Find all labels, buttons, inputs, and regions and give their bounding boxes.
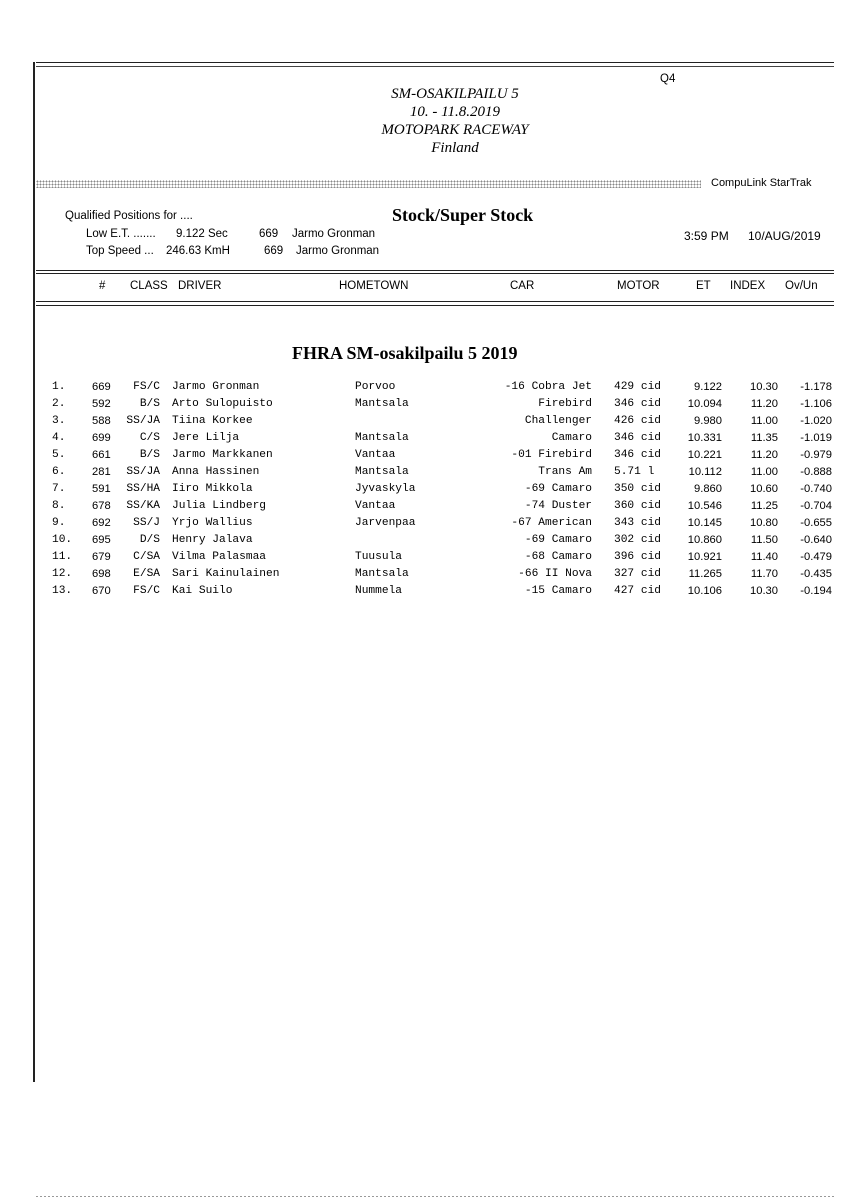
cell-motor: 429 cid	[614, 381, 661, 393]
cell-motor: 343 cid	[614, 517, 661, 529]
cell-car: Firebird	[538, 398, 592, 410]
table-row	[0, 483, 848, 500]
top-border-inner	[36, 66, 834, 67]
table-row	[0, 568, 848, 585]
cell-et: 10.094	[687, 398, 722, 410]
cell-cls: E/SA	[133, 568, 160, 580]
cell-cls: C/SA	[133, 551, 160, 563]
table-row	[0, 381, 848, 398]
cell-home: Mantsala	[355, 568, 409, 580]
cell-motor: 427 cid	[614, 585, 661, 597]
cell-pos: 2.	[52, 398, 66, 410]
top-speed-driver: Jarmo Gronman	[296, 245, 380, 257]
cell-car: -69 Camaro	[524, 534, 592, 546]
top-border	[36, 62, 834, 63]
cell-ovun: -1.019	[800, 432, 832, 444]
cell-ovun: -1.106	[800, 398, 832, 410]
cell-motor: 346 cid	[614, 449, 661, 461]
cell-num: 678	[92, 500, 111, 512]
cell-driver: Iiro Mikkola	[172, 483, 253, 495]
col-motor: MOTOR	[617, 280, 660, 292]
cell-motor: 350 cid	[614, 483, 661, 495]
report-time: 3:59 PM	[684, 229, 729, 243]
cell-home: Mantsala	[355, 432, 409, 444]
cell-driver: Jere Lilja	[172, 432, 240, 444]
cell-motor: 327 cid	[614, 568, 661, 580]
col-num: #	[99, 280, 106, 292]
cell-index: 10.30	[750, 381, 778, 393]
cell-pos: 8.	[52, 500, 66, 512]
header-rule-bottom	[36, 301, 834, 302]
col-driver: DRIVER	[178, 280, 222, 292]
cell-index: 11.00	[750, 415, 778, 427]
cell-driver: Anna Hassinen	[172, 466, 260, 478]
event-dates: 10. - 11.8.2019	[409, 104, 501, 120]
cell-car: -16 Cobra Jet	[504, 381, 592, 393]
cell-motor: 426 cid	[614, 415, 661, 427]
cell-et: 10.145	[687, 517, 722, 529]
cell-car: Camaro	[551, 432, 592, 444]
table-row	[0, 466, 848, 483]
cell-index: 11.40	[750, 551, 778, 563]
cell-num: 588	[92, 415, 111, 427]
table-row	[0, 415, 848, 432]
cell-ovun: -0.194	[800, 585, 832, 597]
header-rule-top-2	[36, 273, 834, 274]
cell-driver: Julia Lindberg	[172, 500, 266, 512]
low-et-value: 9.122 Sec	[176, 228, 228, 240]
results-table	[0, 381, 848, 602]
cell-index: 11.00	[750, 466, 778, 478]
cell-ovun: -0.435	[800, 568, 832, 580]
cell-pos: 5.	[52, 449, 66, 461]
cell-motor: 346 cid	[614, 398, 661, 410]
cell-ovun: -0.888	[800, 466, 832, 478]
cell-home: Porvoo	[355, 381, 396, 393]
cell-pos: 3.	[52, 415, 66, 427]
cell-cls: FS/C	[133, 585, 160, 597]
cell-driver: Yrjo Wallius	[172, 517, 253, 529]
cell-num: 669	[92, 381, 111, 393]
corner-code: Q4	[660, 73, 676, 85]
cell-num: 661	[92, 449, 111, 461]
cell-driver: Arto Sulopuisto	[172, 398, 273, 410]
cell-ovun: -0.979	[800, 449, 832, 461]
table-row	[0, 517, 848, 534]
cell-num: 699	[92, 432, 111, 444]
table-row	[0, 432, 848, 449]
cell-home: Mantsala	[355, 398, 409, 410]
event-venue: MOTOPARK RACEWAY	[381, 122, 529, 138]
table-row	[0, 551, 848, 568]
col-index: INDEX	[730, 280, 766, 292]
top-speed-label: Top Speed ...	[86, 245, 154, 257]
table-row	[0, 500, 848, 517]
cell-car: Trans Am	[538, 466, 592, 478]
cell-cls: D/S	[139, 534, 160, 546]
cell-index: 10.80	[750, 517, 778, 529]
cell-num: 692	[92, 517, 111, 529]
cell-ovun: -0.704	[800, 500, 832, 512]
cell-motor: 5.71 l	[614, 466, 655, 478]
cell-pos: 13.	[52, 585, 73, 597]
cell-ovun: -0.640	[800, 534, 832, 546]
col-class: CLASS	[130, 280, 168, 292]
cell-driver: Jarmo Markkanen	[172, 449, 273, 461]
cell-et: 9.122	[694, 381, 722, 393]
qualified-label: Qualified Positions for ....	[65, 210, 193, 222]
cell-ovun: -1.020	[800, 415, 832, 427]
cell-index: 11.70	[750, 568, 778, 580]
cell-cls: FS/C	[133, 381, 160, 393]
cell-car: -01 Firebird	[511, 449, 592, 461]
cell-index: 10.60	[750, 483, 778, 495]
cell-home: Vantaa	[355, 500, 396, 512]
cell-pos: 6.	[52, 466, 66, 478]
cell-et: 10.106	[687, 585, 722, 597]
cell-pos: 12.	[52, 568, 73, 580]
bottom-dashed-line	[36, 1196, 834, 1197]
cell-num: 698	[92, 568, 111, 580]
table-row	[0, 534, 848, 551]
cell-et: 10.921	[687, 551, 722, 563]
cell-et: 9.980	[694, 415, 722, 427]
table-row	[0, 585, 848, 602]
cell-home: Jyvaskyla	[355, 483, 416, 495]
cell-num: 591	[92, 483, 111, 495]
report-date: 10/AUG/2019	[748, 229, 821, 243]
system-label: CompuLink StarTrak	[711, 177, 812, 189]
cell-et: 10.331	[687, 432, 722, 444]
cell-pos: 1.	[52, 381, 66, 393]
cell-cls: SS/KA	[126, 500, 160, 512]
cell-cls: B/S	[139, 449, 160, 461]
cell-driver: Henry Jalava	[172, 534, 253, 546]
section-title: FHRA SM-osakilpailu 5 2019	[292, 343, 518, 363]
event-country: Finland	[431, 140, 479, 156]
cell-home: Jarvenpaa	[355, 517, 416, 529]
cell-cls: SS/HA	[126, 483, 160, 495]
col-hometown: HOMETOWN	[339, 280, 409, 292]
cell-et: 10.221	[687, 449, 722, 461]
cell-car: Challenger	[524, 415, 592, 427]
cell-index: 11.50	[750, 534, 778, 546]
cell-num: 679	[92, 551, 111, 563]
cell-car: -74 Duster	[524, 500, 592, 512]
cell-num: 695	[92, 534, 111, 546]
cell-driver: Tiina Korkee	[172, 415, 253, 427]
cell-index: 11.20	[750, 398, 778, 410]
cell-ovun: -0.479	[800, 551, 832, 563]
event-name: SM-OSAKILPAILU 5	[391, 86, 519, 102]
cell-car: -15 Camaro	[524, 585, 592, 597]
low-et-label: Low E.T. .......	[86, 228, 156, 240]
cell-motor: 302 cid	[614, 534, 661, 546]
cell-index: 11.20	[750, 449, 778, 461]
cell-pos: 7.	[52, 483, 66, 495]
cell-cls: C/S	[139, 432, 160, 444]
header-rule-bottom-2	[36, 305, 834, 306]
col-et: ET	[696, 280, 711, 292]
cell-home: Nummela	[355, 585, 402, 597]
cell-home: Tuusula	[355, 551, 402, 563]
cell-driver: Jarmo Gronman	[172, 381, 260, 393]
header-rule-top	[36, 270, 834, 271]
dotted-separator	[36, 180, 701, 188]
cell-ovun: -0.740	[800, 483, 832, 495]
cell-num: 592	[92, 398, 111, 410]
col-ovun: Ov/Un	[785, 280, 818, 292]
cell-pos: 11.	[52, 551, 73, 563]
cell-cls: SS/JA	[126, 466, 160, 478]
top-speed-value: 246.63 KmH	[166, 245, 230, 257]
cell-et: 11.265	[688, 568, 722, 580]
cell-motor: 396 cid	[614, 551, 661, 563]
cell-car: -69 Camaro	[524, 483, 592, 495]
cell-index: 11.25	[750, 500, 778, 512]
cell-index: 11.35	[750, 432, 778, 444]
cell-et: 10.112	[688, 466, 722, 478]
cell-et: 10.546	[687, 500, 722, 512]
cell-pos: 4.	[52, 432, 66, 444]
low-et-driver: Jarmo Gronman	[292, 228, 376, 240]
cell-cls: SS/JA	[126, 415, 160, 427]
cell-motor: 346 cid	[614, 432, 661, 444]
cell-pos: 9.	[52, 517, 66, 529]
cell-car: -66 II Nova	[518, 568, 592, 580]
top-speed-num: 669	[264, 245, 284, 257]
col-car: CAR	[510, 280, 535, 292]
cell-pos: 10.	[52, 534, 73, 546]
cell-num: 281	[92, 466, 111, 478]
cell-home: Vantaa	[355, 449, 396, 461]
cell-driver: Sari Kainulainen	[172, 568, 280, 580]
cell-motor: 360 cid	[614, 500, 661, 512]
cell-car: -68 Camaro	[524, 551, 592, 563]
cell-driver: Vilma Palasmaa	[172, 551, 266, 563]
cell-index: 10.30	[750, 585, 778, 597]
cell-num: 670	[92, 585, 111, 597]
cell-home: Mantsala	[355, 466, 409, 478]
cell-ovun: -0.655	[800, 517, 832, 529]
cell-et: 10.860	[687, 534, 722, 546]
cell-cls: B/S	[139, 398, 160, 410]
table-row	[0, 398, 848, 415]
cell-ovun: -1.178	[800, 381, 832, 393]
class-title: Stock/Super Stock	[392, 205, 534, 225]
cell-car: -67 American	[511, 517, 592, 529]
low-et-num: 669	[259, 228, 279, 240]
cell-cls: SS/J	[133, 517, 160, 529]
cell-et: 9.860	[694, 483, 722, 495]
cell-driver: Kai Suilo	[172, 585, 233, 597]
table-row	[0, 449, 848, 466]
